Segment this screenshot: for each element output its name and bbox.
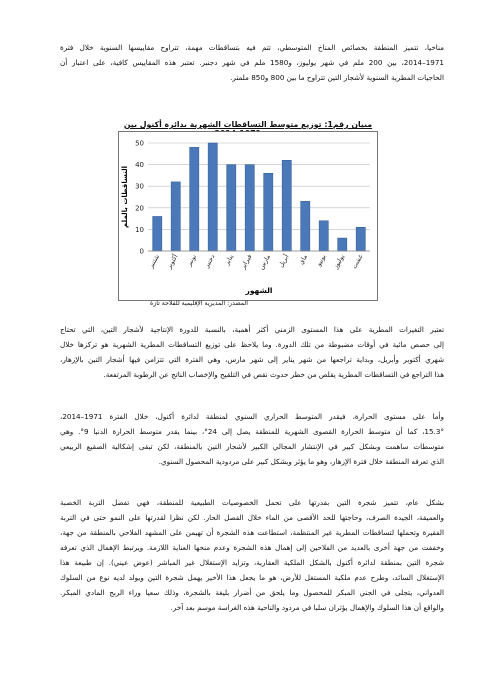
bar (208, 143, 217, 251)
x-tick-label: أكتوبر (165, 253, 180, 271)
text-line: 1971–2014، بين 200 ملم في شهر يوليوز، و1580 ملم في شهر دجنبر. تعتبر هذه المقاييس كافية، على اعتبار أن (60, 58, 444, 67)
text-line: هذا التراجع في التساقطات المطرية يقلص من خطر حدوث نقص في التلقيح والإخصاب الناتج عن الرطوبة المرتفعة. (103, 370, 444, 379)
text-line: مناخيا، تتميز المنطقة بخصائص المناخ المتوسطي، تتم فيه بتساقطات مهمة، تتراوح مقاييسها السنوية خلال فترة (60, 43, 444, 52)
x-tick-label: فبراير (239, 253, 254, 271)
text-line: تعتبر التغيرات المطرية على هذا المستوى الزمني أكثر أهمية، بالنسبة للدورة الإنتاجية لأشجار التين، التي تحتاج (60, 325, 444, 334)
x-tick-label: دجنبر (203, 253, 217, 270)
x-tick-label: يوليوز (332, 253, 346, 271)
x-tick-label: غشت (350, 253, 365, 271)
text-line: شجرة التين بمنطقة لدائرة أكنول بالشكل الملكية العقارية، وتزايد الإستغلال غير المباشر (عوض عيني). إن طبيعة هذا (60, 558, 444, 567)
y-tick-label: 40 (135, 161, 144, 170)
text-line: بشكل عام، تتميز شجرة التين بقدرتها على تحمل الخصوصيات الطبيعية للمنطقة، فهي تفضل التربة الخصبة (60, 498, 444, 507)
x-tick-label: مارس (257, 253, 272, 271)
text-line: إلى حصص مائية في أوقات مضبوطة من تلك الدورة. وما يلاحظ على توزيع التساقطات المطرية الشهرية هو تركزها خلال (60, 340, 444, 349)
y-tick-label: 30 (135, 182, 144, 191)
y-tick-label: 20 (135, 204, 144, 213)
bar (356, 227, 365, 251)
y-tick-label: 50 (135, 139, 144, 148)
paragraph-temperature (60, 409, 444, 469)
bar (171, 182, 180, 251)
paragraph-fig-tree (60, 495, 444, 615)
text-line: 15.3°، كما أن متوسط الحرارة القصوى الشهرية للمنطقة يصل إلى 24°، بينما يقدر متوسط الحرارة الدنيا 9°. وهي (60, 427, 444, 436)
text-line: وخففت من جهة أخرى بالعديد من الفلاحين إلى إهمال هذه الشجرة وعدم منحها العناية اللازمة. ويرتبط الإهمال الذي تعرفه (60, 543, 444, 552)
bar (338, 238, 347, 251)
text-line: العدواني، يتجلى في الجني المبكر للمحصول وما يلحق من أضرار بليغة بالشجرة، وذلك سعيا وراء الربح المادي المبكر. (60, 588, 444, 597)
figure-source: المصدر: المديرية الإقليمية للفلاحة تازة (150, 300, 248, 307)
bar (245, 165, 254, 251)
text-line: الفقيرة وتحملها لتساقطات المطرية غير المنتظمة، استطاعت هذه الشجرة أن تهيمن على المشهد الفلاحي بالمنطقة من جهة، (60, 528, 444, 537)
y-tick-label: 0 (139, 247, 144, 256)
x-tick-label: يونيو (315, 253, 328, 268)
text-line: والعميقة، الجيدة الصرف، وحاجتها للحد الأقصى من الماء خلال الفصل الحار. لكن نظرا لقدرتها على النمو حتى في التربة (60, 513, 444, 522)
text-line: وأما على مستوى الحرارة، فيقدر المتوسط الحراري السنوي لمنطقة لدائرة أكنول، خلال الفترة 1971–2014، (60, 412, 444, 421)
paragraph-climate-rainfall (60, 40, 444, 85)
text-line: شهري أكتوبر وأبريل، وبداية تراجعها من شهر يناير إلى شهر مارس، وهي الفترة التي تتزامن فيها أشجار التين بالإزهار، (60, 355, 444, 364)
bar (301, 201, 310, 251)
x-tick-label: شتنبر (147, 253, 161, 270)
y-axis-label: التساقطات بالملم (121, 165, 129, 229)
paragraph-monthly-variation (60, 322, 444, 382)
text-line: والواقع أن هذا السلوك والإهمال يؤثران سلبا في مردود والناحية هذه الغراسة موسم بعد آخر. (170, 603, 444, 612)
bar (153, 216, 162, 251)
rainfall-bar-chart (118, 131, 378, 301)
x-tick-label: ماي (297, 253, 309, 266)
bar (282, 160, 291, 251)
y-tick-label: 10 (135, 225, 144, 234)
figure-title: مبيان رقم1: توزيع متوسط التساقطات الشهرية بدائرة أكنول بين (123, 120, 373, 129)
x-tick-label: نونبر (185, 253, 198, 268)
x-axis-label: الشهور (245, 286, 273, 295)
x-tick-label: أبريل (277, 253, 291, 269)
text-line: متوسطات ساهمت وبشكل كبير في الإنتشار المجالي الكبير لأشجار التين بالمنطقة، لكن تبقى إشكالية الصقيع الربيعي (60, 442, 444, 451)
text-line: الذي تعرفه المنطقة خلال فترة الإزهار، وهو ما يؤثر وبشكل كبير على مردودية المحصول السنوي. (158, 457, 444, 466)
bar (190, 147, 199, 251)
bar (319, 221, 328, 251)
text-line: الحاجيات المطرية السنوية لأشجار التين تتراوح ما بين 800 و850 ملمتر. (230, 73, 444, 82)
x-tick-label: يناير (223, 253, 235, 267)
bar (227, 165, 236, 251)
text-line: الإستغلال السائد، وطرح عدم ملكية المستغل للأرض، هو ما يجعل هذا الأخير يهمل شجرة التين ويولد لديه نوع من السلوك (60, 573, 444, 582)
bar (264, 173, 273, 251)
